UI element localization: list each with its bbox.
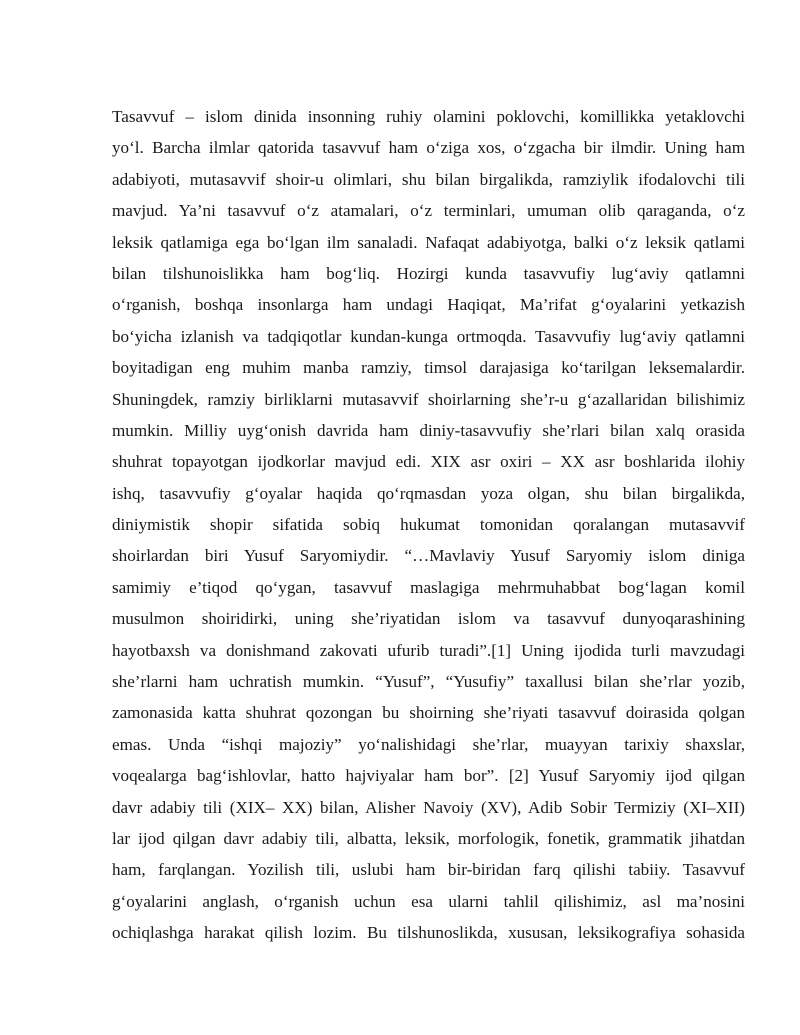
text-line: lar ijod qilgan davr adabiy tili, albatta, leksik, morfologik, fonetik, grammatik jihatdan xyxy=(112,828,745,848)
text-line: voqealarga bag‘ishlovlar, hatto hajviyalar ham bor”. [2] Yusuf Saryomiy ijod qilgan xyxy=(112,766,745,786)
text-line: Tasavvuf – islom dinida insonning ruhiy olamini poklovchi, komillikka yetaklovchi xyxy=(112,107,745,126)
text-line: yo‘l. Barcha ilmlar qatorida tasavvuf ham o‘ziga xos, o‘zgacha bir ilmdir. Uning ham xyxy=(112,138,745,158)
text-line: bo‘yicha izlanish va tadqiqotlar kundan-kunga ortmoqda. Tasavvufiy lug‘aviy qatlamni xyxy=(112,326,745,346)
text-line: davr adabiy tili (XIX– XX) bilan, Alisher Navoiy (XV), Adib Sobir Termiziy (XI–XII) xyxy=(112,797,745,817)
text-line: boyitadigan eng muhim manba ramziy, timsol darajasiga ko‘tarilgan leksemalardir. xyxy=(112,358,745,378)
text-line: bilan tilshunoislikka ham bog‘liq. Hozirgi kunda tasavvufiy lug‘aviy qatlamni xyxy=(112,263,745,283)
text-line: o‘rganish, boshqa insonlarga ham undagi Haqiqat, Ma’rifat g‘oyalarini yetkazish xyxy=(112,295,745,315)
text-line: zamonasida katta shuhrat qozongan bu shoirning she’riyati tasavvuf doirasida qolgan xyxy=(112,703,745,723)
text-line: hayotbaxsh va donishmand zakovati ufurib turadi”.[1] Uning ijodida turli mavzudagi xyxy=(112,640,745,660)
text-line: Shuningdek, ramziy birliklarni mutasavvif shoirlarning she’r-u g‘azallaridan bilishimiz xyxy=(112,389,745,409)
text-line: mavjud. Ya’ni tasavvuf o‘z atamalari, o‘z terminlari, umuman olib qaraganda, o‘z xyxy=(112,201,745,221)
body-paragraph xyxy=(112,101,745,949)
text-line: mumkin. Milliy uyg‘onish davrida ham diniy-tasavvufiy she’rlari bilan xalq orasida xyxy=(112,420,745,440)
text-line: g‘oyalarini anglash, o‘rganish uchun esa ularni tahlil qilishimiz, asl ma’nosini xyxy=(112,891,745,911)
text-line: diniymistik shopir sifatida sobiq hukumat tomonidan qoralangan mutasavvif xyxy=(112,515,745,535)
text-line: musulmon shoiridirki, uning she’riyatidan islom va tasavvuf dunyoqarashining xyxy=(112,609,745,629)
text-line: samimiy e’tiqod qo‘ygan, tasavvuf maslagiga mehrmuhabbat bog‘lagan komil xyxy=(112,577,745,597)
text-line: shuhrat topayotgan ijodkorlar mavjud edi. XIX asr oxiri – XX asr boshlarida ilohiy xyxy=(112,452,745,472)
text-line: ham, farqlangan. Yozilish tili, uslubi ham bir-biridan farq qilishi tabiiy. Tasavvuf xyxy=(112,860,745,880)
text-line: ishq, tasavvufiy g‘oyalar haqida qo‘rqmasdan yoza olgan, shu bilan birgalikda, xyxy=(112,483,745,503)
text-line: emas. Unda “ishqi majoziy” yo‘nalishidagi she’rlar, muayyan tarixiy shaxslar, xyxy=(112,734,745,754)
text-line: shoirlardan biri Yusuf Saryomiydir. “…Mavlaviy Yusuf Saryomiy islom diniga xyxy=(112,546,745,566)
text-line: she’rlarni ham uchratish mumkin. “Yusuf”, “Yusufiy” taxallusi bilan she’rlar yozib, xyxy=(112,672,745,692)
text-line: adabiyoti, mutasavvif shoir-u olimlari, shu bilan birgalikda, ramziylik ifodalovchi tili xyxy=(112,169,745,189)
text-line: ochiqlashga harakat qilish lozim. Bu tilshunoslikda, xususan, leksikografiya sohasida xyxy=(112,923,745,943)
text-line: leksik qatlamiga ega bo‘lgan ilm sanaladi. Nafaqat adabiyotga, balki o‘z leksik qatlami xyxy=(112,232,745,252)
